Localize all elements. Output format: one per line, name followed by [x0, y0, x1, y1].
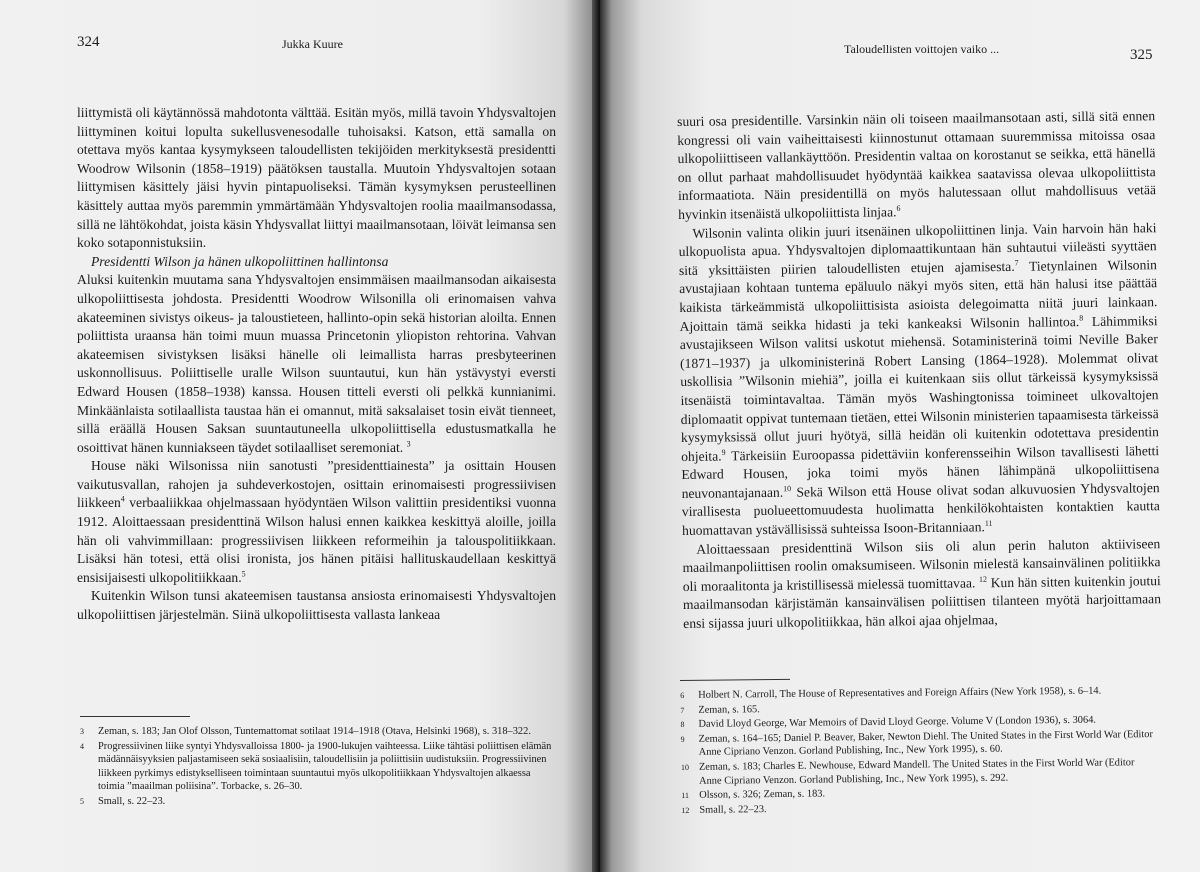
paragraph: Wilsonin valinta olikin juuri itsenäinen ulkopoliittinen linja. Vain harvoin hän haki ulkopuolista apua. Yhdysvaltojen diplomaattikuntaan hän suhtautui viileästi syyttäen sitä yksittäisten piirien taloudellisten etujen ajamisesta.$^7$ Tietynlainen Wilsonin avustajiaan kohtaan tuntema epäluulo näkyi myös siten, että hän halusi itse päättää kaikista tärkeämmistä ulkopoliittisista asioista delegoimatta niitä juuri lainkaan. Ajoittain tämä seikka hidasti ja teki kankeaksi Wilsonin hallintoa.$^8$ Lähimmiksi avustajikseen Wilson valitsi uskotut miehensä. Sotaministerinä toimi Neville Baker (1871–1937) ja ulkoministerinä Robert Lansing (1864–1928). Molemmat olivat uskollisia ”Wilsonin miehiä”, joilla ei kuitenkaan siis ollut tärkeissä kysymyksissä itsenäistä toimintavaltaa. Tämän myös Washingtonissa toimineet ulkovaltojen diplomaatit oppivat tuntemaan tietäen, ettei Wilsonin ministerien tapaamisesta tärkeissä kysymyksissä ollut juuri hyötyä, sillä heidän oli kuitenkin odotettava presidentin ohjeita.$^9$ Tärkeisiin Euroopassa pidettäviin konferensseihin Wilson tavallisesti lähetti Edward Housen, joka toimi myös hänen lähimpänä ulkopoliittisena neuvonantajanaan.$^{10}$ Sekä Wilson että House olivat sodan alkuvuosien Yhdysvaltojen virallisesta puolueettomuudesta huolimatta henkilökohtaisten kontaktien kautta huomattavan ystävällisissä suhteissa Isoon-Britanniaan.$^{11}$: [678, 219, 1160, 539]
footnote-divider: [680, 679, 790, 681]
footnote-ref: 8: [1079, 313, 1084, 323]
footnote-ref: 10: [783, 483, 792, 494]
footnote: 11 Olsson, s. 326; Zeman, s. 183.: [681, 788, 826, 801]
paragraph: Aluksi kuitenkin muutama sana Yhdysvaltojen ensimmäisen maailmansodan aikaisesta ulkopoliittisesta johdosta. Presidentti Woodrow Wilsonilla oli erinomaisen vahva akateeminen sivistys oikeus- ja taloustieteen, hallinto-opin sekä historian aloilta. Ennen poliittista uraansa hän toimi muun muassa Princetonin yliopiston rehtorina. Vahvan akateemisen sivistyksen lisäksi hänelle oli leimallista harras presbyteerinen uskonnollisuus. Poliittiselle uralle Wilson suuntautui, kun hän ystävystyi eversti Edward Housen (1858–1938) kanssa. Housen titteli eversti oli pelkkä kunnianimi. Minkäänlaista sotilaallista taustaa hän ei omannut, mitä saksalaiset tosin eivät tienneet, sillä eräällä Housen Saksan suuntautuneella ulkopoliittisella edustusmatkalla he osoittivat hänen kunniakseen täydet sotilaalliset seremoniat. $^3$: [77, 272, 556, 455]
footnote: 7 Zeman, s. 165.: [680, 703, 760, 716]
footnote-ref: 6: [896, 203, 901, 213]
footnote: 6 Holbert N. Carroll, The House of Representatives and Foreign Affairs (New York 1958), s. 6–14.: [680, 685, 1102, 701]
right-footnotes: [680, 675, 1157, 818]
left-footnotes: [80, 716, 556, 810]
right-page: [600, 0, 1200, 872]
running-head-right: Taloudellisten voittojen vaiko ...: [844, 42, 1000, 56]
paragraph: Aloittaessaan presidenttinä Wilson siis oli alun perin haluton aktiiviseen maailmanpoliittisen roolin omaksumiseen. Wilsonin mielestä kansainvälinen politiikka oli moraalitonta ja kristillisessä mielessä tuomittavaa. $^{12}$ Kun hän sitten kuitenkin joutui maailmansodan kärjistämän kansainvälisen poliittisen tilanteen myötä harjoittamaan ensi sijassa juuri ulkopolitiikkaa, hän alkoi ajaa ohjelmaa,: [682, 535, 1162, 631]
footnote: 10 Zeman, s. 183; Charles E. Newhouse, Edward Mandell. The United States in the First World War (Editor Anne Cipriano Venzon. Gorland Publishing, Inc., New York 1995), s. 292.: [680, 757, 1135, 787]
footnote: 5 Small, s. 22–23.: [80, 795, 166, 807]
footnote: 8 David Lloyd George, War Memoirs of David Lloyd George. Volume V (London 1936), s. 3064.: [680, 714, 1097, 730]
paragraph: suuri osa presidentille. Varsinkin näin oli toiseen maailmansotaan asti, sillä sitä ennen kongressi oli vain vaiheittaisesti kiinnostunut ottamaan suuremmissa mitoissa osaa ulkopoliittiseen vallankäyttöön. Presidentin valtaa on korostanut se seikka, että hänellä on ollut parhaat mahdollisuudet hyödyntää kaikkea saatavissa olevaa ulkopoliittista informaatiota. Näin presidentillä on myös halutessaan ollut mahdollisuus vetää hyvinkin itsenäistä ulkopoliittista linjaa.$^6$: [677, 108, 1157, 222]
running-head-left: Jukka Kuure: [282, 37, 343, 51]
footnote-divider: [80, 716, 190, 717]
footnote: 12 Small, s. 22–23.: [681, 803, 767, 816]
paragraph: Kuitenkin Wilson tunsi akateemisen taustansa ansiosta erinomaisesti Yhdysvaltojen ulkopoliittisen järjestelmän. Siinä ulkopoliittisesta vallasta lankeaa: [77, 588, 556, 623]
footnote-ref: 11: [984, 518, 993, 528]
left-body-text: [77, 104, 556, 625]
footnote: 4 Progressiivinen liike syntyi Yhdysvalloissa 1800- ja 1900-lukujen vaihteessa. Liike tähtäsi poliittisen elämän mädännäisyyksien paljastamiseen sekä sosiaalisiin, taloudellisiin ja poliittisiin uudistuksiin. Progressiivinen liikkeen pyrkimys edistykselliseen toimintaan suuntautui myös ulkopolitiikkaan Yhdysvaltojen alkaessa toimia ”maailman poliisina”. Torbacke, s. 26–30.: [80, 740, 552, 793]
footnote-ref: 12: [978, 574, 988, 584]
footnote-ref: 9: [721, 447, 726, 457]
paragraph: liittymistä oli käytännössä mahdotonta välttää. Esitän myös, millä tavoin Yhdysvaltojen liittyminen koitui lopulta sukellusvenesodalle tuhoisaksi. Katson, että samalla on otettava myös kantaa kysymykseen taloudellisten tekijöiden merkityksestä presidentti Woodrow Wilsonin (1858–1919) päätöksen taustalla. Muutoin Yhdysvaltojen sotaan liittymisen käsittely jäisi hyvin pintapuoliseksi. Tämän kysymyksen perusteellinen käsittely auttaa myös paremmin ymmärtämään Yhdysvaltojen roolia maailmansodassa, sillä ne lähtökohdat, joista käsin Yhdysvallat liittyi maailmansotaan, löivät leimansa sen koko sotaponnistuksiin.: [77, 105, 556, 251]
footnote-ref: 3: [406, 439, 411, 449]
footnote: 9 Zeman, s. 164–165; Daniel P. Beaver, Baker, Newton Diehl. The United States in the First World War (Editor Anne Cipriano Venzon. Gorland Publishing, Inc., New York 1995), s. 60.: [680, 728, 1153, 759]
paragraph: House näki Wilsonissa niin sanotusti ”presidenttiainesta” ja osittain Housen vaikutusvallan, rahojen ja suhdeverkostojen, osittain erinomaisesti progressiivisen liikkeen$^4$ verbaaliikkaa ohjelmassaan hyödyntäen Wilson valittiin presidentiksi vuonna 1912. Aloittaessaan presidenttinä Wilson halusi ennen kaikkea keskittyä aloille, joilla hän oli vahvimmillaan: progressiivisen liikkeen reformeihin ja talouspolitiikkaan. Lisäksi hän totesi, että olisi ironista, jos hänen pitäisi hallituskaudellaan keskittyä ensisijaisesti ulkopolitiikkaan.$^5$: [77, 458, 557, 585]
footnote: 3 Zeman, s. 183; Jan Olof Olsson, Tuntemattomat sotilaat 1914–1918 (Otava, Helsinki 1968), s. 318–322.: [80, 726, 531, 737]
footnote-ref: 4: [120, 494, 125, 504]
footnote-ref: 7: [1014, 258, 1019, 268]
section-subheading: Presidentti Wilson ja hänen ulkopoliittinen hallintonsa: [91, 253, 389, 269]
page-number-left: 324: [77, 34, 100, 50]
right-body-text: [677, 107, 1161, 633]
footnote-ref: 5: [241, 569, 246, 579]
page-number-right: 325: [1130, 47, 1153, 63]
